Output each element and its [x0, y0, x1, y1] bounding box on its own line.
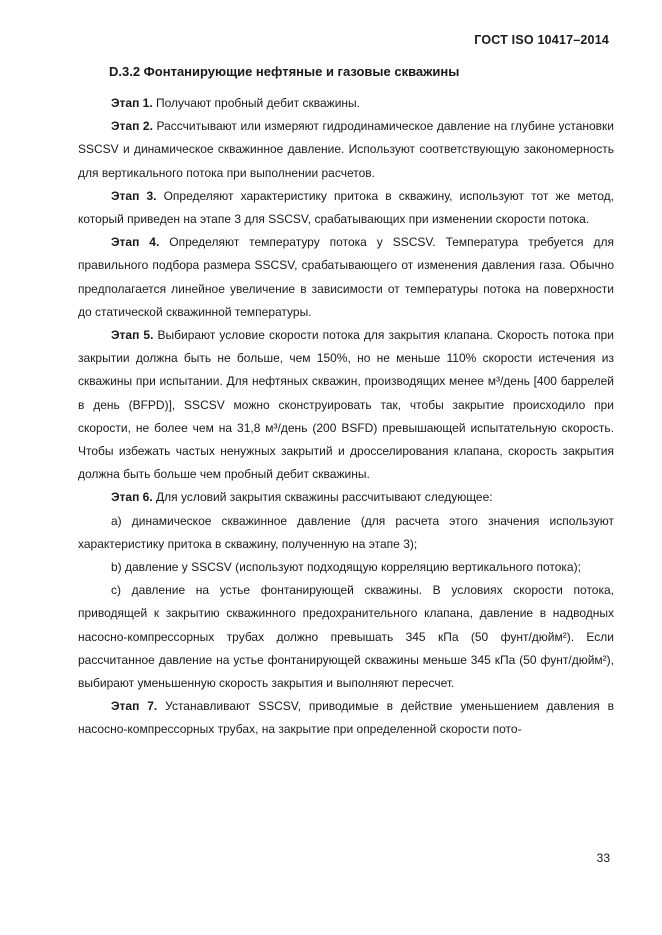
- step-label: Этап 4.: [111, 235, 160, 250]
- page-number: 33: [596, 851, 610, 865]
- paragraph-step-5: [78, 324, 614, 486]
- section-title: D.3.2 Фонтанирующие нефтяные и газовые скважины: [109, 64, 460, 79]
- step-label: Этап 3.: [111, 188, 157, 203]
- step-label: Этап 1.: [111, 96, 153, 110]
- paragraph-step-3: [78, 185, 614, 231]
- step-text: Определяют температуру потока у SSCSV. Температура требуется для правильного подбора размера SSCSV, срабатывающего от изменения давления газа. Обычно предполагается линейное увеличение в зависимости от температуры потока на поверхности до статической скважинной температуры.: [78, 235, 615, 319]
- step-label: Этап 6.: [111, 490, 153, 505]
- step-text: Рассчитывают или измеряют гидродинамическое давление на глубине установки SSCSV и динамическое скважинное давление. Используют соответствующую закономерность для вертикального потока при выполнении расчетов.: [78, 119, 614, 180]
- list-item-a: [78, 510, 614, 556]
- list-item-text: a) динамическое скважинное давление (для расчета этого значения используют характеристику притока в скважину, полученную на этапе 3);: [78, 513, 614, 551]
- step-text: Устанавливают SSCSV, приводимые в действие уменьшением давления в насосно-компрессорных трубах, на закрытие при определенной скорости пото-: [78, 699, 614, 737]
- paragraph-step-7: [78, 695, 614, 741]
- step-text: Выбирают условие скорости потока для закрытия клапана. Скорость потока при закрытии должна быть не больше, чем 150%, но не меньше 110% скорости истечения из скважины при испытании. Для нефтяных скважин, производящих менее м³/день [400 баррелей в день (BFPD)], SSCSV можно сконструировать так, чтобы закрытие происходило при скорости, не более чем на 31,8 м³/день (200 BSFD) превышающей испытательную скорость. Чтобы избежать частых ненужных закрытий и дросселирования клапана, скорость закрытия должна быть больше чем пробный дебит скважины.: [78, 328, 615, 482]
- paragraph-step-6: [78, 486, 614, 509]
- list-item-text: c) давление на устье фонтанирующей скважины. В условиях скорости потока, приводящей к закрытию скважинного предохранительного клапана, давление в надводных насосно-компрессорных трубах должно превышать 345 кПа (50 фунт/дюйм²). Если рассчитанное давление на устье фонтанирующей скважины меньше 345 кПа (50 фунт/дюйм²), выбирают уменьшенную скорость закрытия и выполняют пересчет.: [78, 583, 614, 691]
- paragraph-step-1: [78, 92, 614, 115]
- step-text: Определяют характеристику притока в скважину, используют тот же метод, который приведен на этапе 3 для SSCSV, срабатывающих при изменении скорости потока.: [78, 188, 614, 227]
- standard-header: ГОСТ ISO 10417–2014: [474, 33, 609, 47]
- step-label: Этап 5.: [111, 328, 154, 343]
- step-label: Этап 7.: [111, 699, 158, 714]
- list-item-text: b) давление у SSCSV (используют подходящую корреляцию вертикального потока);: [111, 560, 581, 575]
- body-text: [78, 92, 614, 742]
- list-item-b: [78, 556, 614, 579]
- step-label: Этап 2.: [111, 119, 153, 134]
- paragraph-step-2: [78, 115, 614, 185]
- step-text: Для условий закрытия скважины рассчитывают следующее:: [152, 490, 493, 505]
- paragraph-step-4: [78, 231, 614, 324]
- list-item-c: [78, 579, 614, 695]
- step-text: Получают пробный дебит скважины.: [152, 96, 360, 110]
